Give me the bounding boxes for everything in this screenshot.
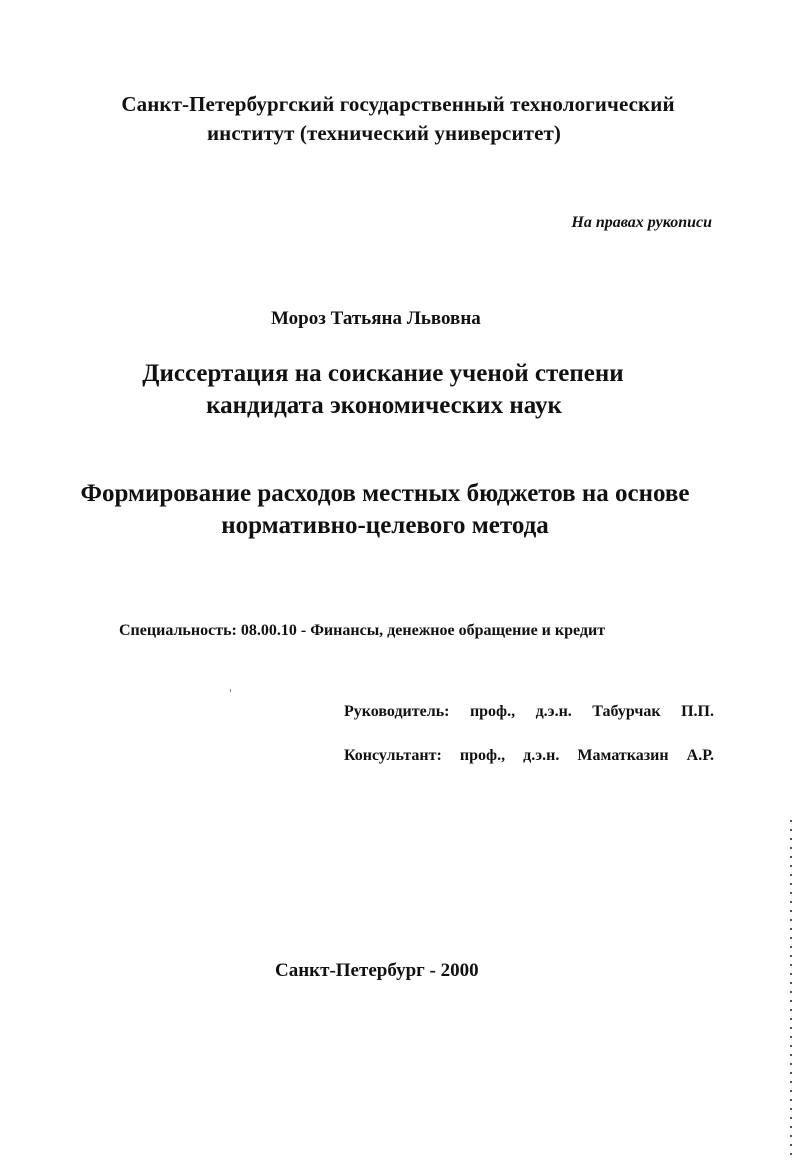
institution-line-1: Санкт-Петербургский государственный технологический bbox=[121, 92, 675, 116]
supervisor-role: Руководитель: bbox=[344, 703, 450, 720]
scan-edge-specks bbox=[790, 820, 792, 1160]
supervisor-rank: проф., bbox=[469, 703, 516, 720]
author-name: Мороз Татьяна Львовна bbox=[271, 308, 481, 329]
supervisor-row bbox=[344, 703, 714, 721]
consultant-role: Консультант: bbox=[344, 747, 442, 764]
consultant-initials: А.Р. bbox=[686, 747, 714, 764]
consultant-name: Маматказин bbox=[577, 747, 669, 764]
consultant-degree: д.э.н. bbox=[523, 747, 560, 764]
scan-speck bbox=[230, 689, 231, 692]
institution-line-2: институт (технический университет) bbox=[206, 121, 562, 145]
consultant-rank: проф., bbox=[459, 747, 506, 764]
specialty: Специальность: 08.00.10 - Финансы, денежное обращение и кредит bbox=[119, 622, 606, 639]
thesis-title-line-2: нормативно-целевого метода bbox=[221, 512, 549, 539]
supervisor-name: Табурчак bbox=[592, 703, 661, 720]
thesis-title-line-1: Формирование расходов местных бюджетов на основе bbox=[80, 480, 690, 507]
degree-line-1: Диссертация на соискание ученой степени bbox=[142, 360, 624, 387]
supervisor-initials: П.П. bbox=[681, 703, 714, 720]
manuscript-note: На правах рукописи bbox=[571, 214, 712, 231]
consultant-row bbox=[344, 747, 714, 765]
degree-line-2: кандидата экономических наук bbox=[206, 392, 562, 419]
supervisor-degree: д.э.н. bbox=[535, 703, 572, 720]
city-year: Санкт-Петербург - 2000 bbox=[275, 960, 479, 981]
